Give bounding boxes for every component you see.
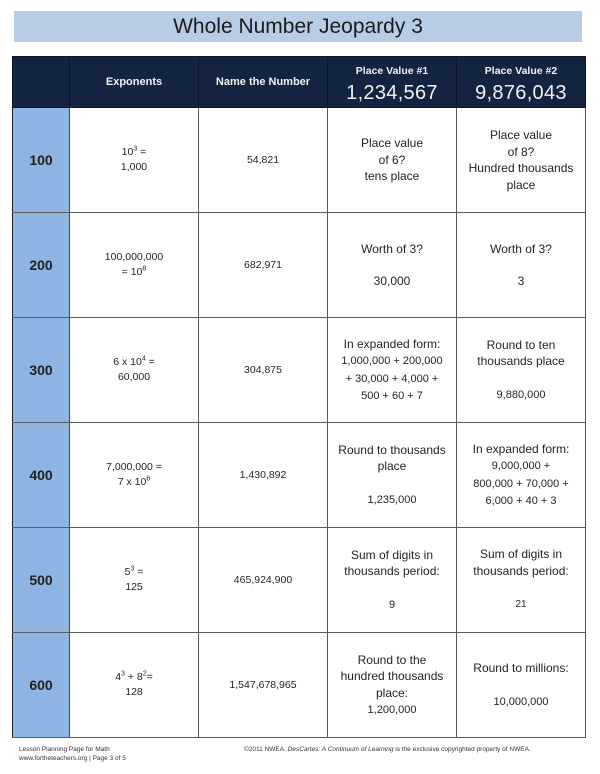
question-text: place (377, 459, 407, 474)
footer-left (19, 745, 126, 763)
cell-line: 800,000 + 70,000 + (473, 477, 569, 490)
cell-line: Round to the (357, 652, 427, 667)
exp-answer: 60,000 (117, 371, 151, 383)
cell-line: 1,000,000 + 200,000 (341, 355, 443, 367)
name-the-number-cell: 304,875 (199, 318, 328, 423)
answer-text: 10,000,000 (493, 695, 549, 708)
cell-line: Place value (489, 128, 553, 142)
cell-line: of 8? (507, 144, 535, 159)
cell-line: In expanded form: (472, 441, 570, 456)
table-row-400 (13, 423, 586, 528)
exp-base: 4 (115, 671, 122, 683)
question-text: Round to thousands (338, 442, 446, 457)
points-cell: 500 (13, 528, 70, 633)
exp-power: 6 (146, 475, 151, 483)
copyright-suffix: is the exclusive copyrighted property of NWEA. (393, 746, 531, 753)
exp-tail: = (145, 356, 155, 368)
place-value-2-cell (457, 528, 586, 633)
exp-base: 10 (121, 146, 134, 158)
place-value-2-cell (457, 108, 586, 213)
answer-text: 3 (517, 274, 525, 288)
header-row (13, 57, 586, 108)
place-value-2-cell (457, 633, 586, 738)
exp-power: 8 (142, 265, 147, 273)
place-value-1-cell (328, 318, 457, 423)
place-value-2-cell (457, 213, 586, 318)
exponents-cell (70, 108, 199, 213)
place-value-1-cell (328, 633, 457, 738)
question-text: thousands period: (473, 563, 569, 578)
page-title: Whole Number Jeopardy 3 (173, 15, 423, 38)
place-value-2-cell (457, 318, 586, 423)
exp-answer: 125 (125, 581, 143, 593)
footer-lesson-title: Lesson Planning Page for Math (19, 746, 110, 753)
cell-line: tens place (364, 169, 420, 184)
table-row-300 (13, 318, 586, 423)
place-value-1-cell (328, 108, 457, 213)
cell-line: 6,000 + 40 + 3 (485, 495, 557, 507)
exp-tail: = (146, 671, 153, 683)
jeopardy-table (12, 56, 586, 738)
exp-power: 4 (141, 355, 146, 363)
points-cell: 300 (13, 318, 70, 423)
place-value-1-number: 1,234,567 (346, 82, 438, 104)
place-value-2-number: 9,876,043 (475, 82, 567, 104)
answer-text: 9 (388, 598, 396, 611)
place-value-1-cell (328, 213, 457, 318)
question-text: Round to ten (486, 337, 556, 352)
exp-answer: 1,000 (120, 161, 148, 173)
question-text: Sum of digits in (479, 547, 563, 562)
answer-text: 1,200,000 (367, 704, 417, 716)
answer-text: 9,880,000 (496, 388, 546, 401)
header-place-value-2 (457, 57, 586, 108)
header-name-the-number: Name the Number (199, 57, 328, 108)
cell-line: Place value (360, 136, 424, 151)
name-the-number-cell: 1,547,678,965 (199, 633, 328, 738)
footer-website-page: www.fortheteachers.org | Page 3 of 5 (19, 755, 126, 762)
cell-line: place: (375, 685, 409, 700)
exp-base: 6 x 10 (113, 356, 142, 368)
place-value-1-cell (328, 423, 457, 528)
question-text: thousands place (477, 354, 565, 369)
exp-tail: = (137, 146, 147, 158)
answer-text: 1,235,000 (367, 493, 417, 506)
exp-base: 5 (124, 566, 131, 578)
points-cell: 100 (13, 108, 70, 213)
exp-power: 3 (133, 145, 138, 153)
name-the-number-cell: 465,924,900 (199, 528, 328, 633)
place-value-1-cell (328, 528, 457, 633)
exp-line: 7,000,000 = (106, 461, 162, 473)
name-the-number-cell: 54,821 (199, 108, 328, 213)
copyright-prefix: ©2011 NWEA. (244, 746, 288, 753)
question-text: Worth of 3? (490, 241, 552, 256)
exp-power: 3 (121, 670, 125, 678)
question-text: Round to millions: (473, 661, 569, 675)
answer-text: 21 (515, 599, 527, 611)
points-cell: 200 (13, 213, 70, 318)
cell-line: of 6? (378, 152, 406, 167)
copyright-work-title: DesCartes: A Continuum of Learning (287, 746, 394, 753)
place-value-2-cell (457, 423, 586, 528)
cell-line: 500 + 60 + 7 (361, 390, 423, 402)
question-text: Sum of digits in (350, 547, 434, 562)
page-title-bar (14, 11, 582, 42)
footer-copyright (244, 745, 531, 754)
points-cell: 600 (13, 633, 70, 738)
cell-line: 9,000,000 + (491, 460, 551, 472)
name-the-number-cell: 682,971 (199, 213, 328, 318)
exp-base: 7 x 10 (117, 476, 147, 488)
cell-line: hundred thousands (340, 669, 444, 683)
exp-tail: = (134, 566, 144, 578)
exp-power: 3 (130, 565, 135, 573)
exponents-cell (70, 423, 199, 528)
answer-text: 30,000 (373, 274, 411, 288)
exp-line: 100,000,000 (104, 251, 164, 263)
exp-power: 2 (142, 670, 147, 678)
points-cell: 400 (13, 423, 70, 528)
exp-base: + 8 (124, 671, 143, 683)
cell-line: Hundred thousands (468, 161, 574, 175)
exponents-cell (70, 528, 199, 633)
cell-line: + 30,000 + 4,000 + (345, 372, 439, 385)
table-row-600 (13, 633, 586, 738)
name-the-number-cell: 1,430,892 (199, 423, 328, 528)
header-blank (13, 57, 70, 108)
exponents-cell (70, 318, 199, 423)
place-value-2-label: Place Value #2 (484, 65, 558, 77)
table-row-200 (13, 213, 586, 318)
header-exponents: Exponents (70, 57, 199, 108)
exponents-cell (70, 213, 199, 318)
question-text: thousands period: (344, 564, 440, 579)
header-place-value-1 (328, 57, 457, 108)
table-row-100 (13, 108, 586, 213)
exp-answer: 128 (125, 686, 143, 698)
table-row-500 (13, 528, 586, 633)
exponents-cell (70, 633, 199, 738)
question-text: Worth of 3? (361, 241, 423, 256)
place-value-1-label: Place Value #1 (355, 65, 429, 77)
exp-base: = 10 (121, 266, 143, 278)
cell-line: In expanded form: (343, 336, 441, 351)
cell-line: place (506, 177, 536, 192)
